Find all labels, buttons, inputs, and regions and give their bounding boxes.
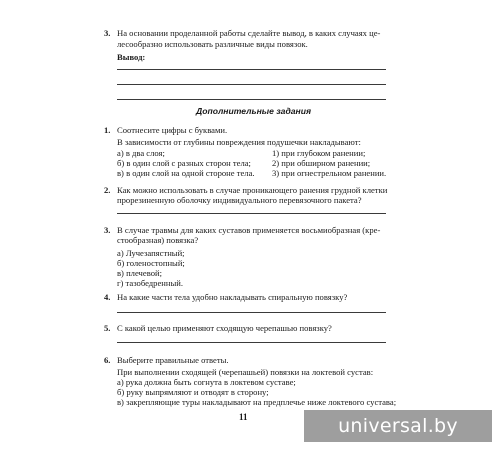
t1-right-1: 1) при глубоком ранении; [272, 148, 366, 158]
t1-left-a: а) в два слоя; [117, 148, 165, 158]
answer-line [117, 342, 386, 343]
t6-intro: При выполнении сходящей (черепашьей) повязки на локтевой сустав: [117, 367, 374, 377]
t1-right-3: 3) при огнестрельном ранении. [272, 168, 387, 178]
answer-line [117, 69, 386, 70]
section-title: Дополнительные задания [196, 106, 312, 116]
answer-line [117, 213, 386, 214]
t6-option-b: б) руку выпрямляют и отводят в сторону; [117, 387, 269, 397]
q3-number: 3. [104, 28, 111, 38]
t1-left-c: в) в один слой на одной стороне тела. [117, 168, 255, 178]
t1-intro: В зависимости от глубины повреждения подушечки накладывают: [117, 137, 361, 147]
t2-text-line1: Как можно использовать в случае проникающего ранения грудной клетки [117, 185, 388, 195]
t1-title: Соотнесите цифры с буквами. [117, 125, 228, 135]
t1-right-2: 2) при обширном ранении; [272, 158, 371, 168]
t6-option-c: в) закрепляющие туры накладывают на предплечье ниже локтевого сустава; [117, 397, 397, 407]
answer-line [117, 99, 386, 100]
answer-line [117, 312, 386, 313]
t3-option-c: в) плечевой; [117, 268, 162, 278]
t3-option-a: а) Лучезапястный; [117, 248, 185, 258]
t3-text-line2: стообразная) повязка? [117, 235, 199, 245]
t1-number: 1. [104, 125, 111, 135]
page-number: 11 [239, 412, 248, 422]
t3-option-b: б) голеностопный; [117, 258, 185, 268]
conclusion-label: Вывод: [117, 52, 146, 62]
t3-number: 3. [104, 225, 111, 235]
t4-number: 4. [104, 292, 111, 302]
watermark: universal.by [304, 410, 492, 442]
t5-text: С какой целью применяют сходящую черепашью повязку? [117, 323, 332, 333]
t6-option-a: а) рука должна быть согнута в локтевом суставе; [117, 377, 296, 387]
t2-number: 2. [104, 185, 111, 195]
t2-text-line2: прорезиненную оболочку индивидуального перевязочного пакета? [117, 195, 362, 205]
t3-option-d: г) тазобедренный. [117, 278, 184, 288]
t4-text: На какие части тела удобно накладывать спиральную повязку? [117, 292, 348, 302]
t3-text-line1: В случае травмы для каких суставов применяется восьмиобразная (кре- [117, 225, 381, 235]
t6-title: Выберите правильные ответы. [117, 355, 229, 365]
t6-number: 6. [104, 355, 111, 365]
q3-text-line2: лесообразно использовать различные виды повязок. [117, 39, 308, 49]
answer-line [117, 84, 386, 85]
q3-text-line1: На основании проделанной работы сделайте вывод, в каких случаях це- [117, 28, 381, 38]
t1-left-b: б) в один слой с разных сторон тела; [117, 158, 251, 168]
t5-number: 5. [104, 323, 111, 333]
